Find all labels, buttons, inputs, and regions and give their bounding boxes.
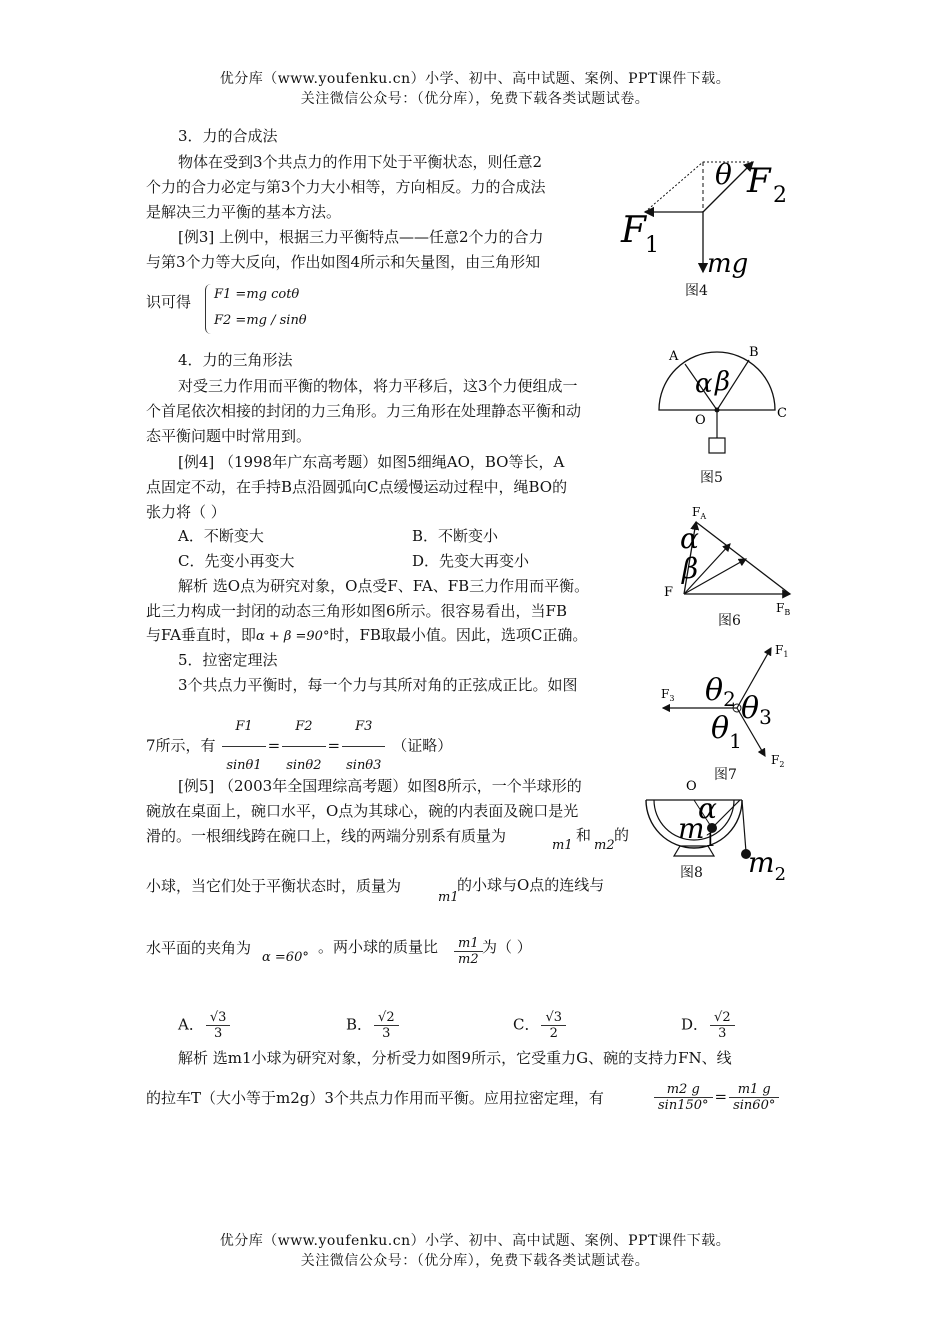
ratio-frac: $\frac{m1}{m2}$ [454,936,483,967]
figure-4-caption: 图4 [685,283,708,299]
example-5-line-5c: 为（ ） [482,938,532,956]
ex5-option-d: D． $\frac{√2}{3}$ [681,1010,737,1041]
lami-frac-1: $\frac{F1}{\sin\theta 1}$ [222,708,265,785]
option-b: B．不断变小 [412,527,499,545]
analysis-4-line-1: 解析 选O点为研究对象，O点受F、FA、FB三力作用而平衡。 [178,577,590,595]
theta3-label: $\theta_3$ [741,691,772,729]
label-o: O [686,779,697,794]
equation-1: F1 =mg cotθ [214,287,300,302]
option-c: C．先变小再变大 [178,552,295,570]
lami-frac-3: $\frac{F3}{\sin\theta 3}$ [342,708,385,785]
dashed-diagonal [645,162,703,212]
example-5-line-2: 碗放在桌面上，碗口水平，O点为其球心，碗的内表面及碗口是光 [146,802,579,820]
option-d: D．先变大再变小 [412,552,530,570]
de-text: 的 [614,826,630,844]
lami-application: $\frac{m2 g}{\sin 150^\circ}$ = $\frac{m1 g}{\sin 60^\circ}$ [652,1082,781,1113]
f-label: F [664,585,674,600]
f1-label: F [621,210,646,251]
lami-app-frac-1: $\frac{m2 g}{\sin 150^\circ}$ [654,1082,713,1113]
lami-app-frac-2: $\frac{m1 g}{\sin 60^\circ}$ [729,1082,779,1113]
example-5-line-5b: 。两小球的质量比 [318,938,439,956]
theta-label: θ [715,158,732,191]
f1-sub: 1 [645,233,659,258]
example-5-line-1: [例5] （2003年全国理综高考题）如图8所示，一个半球形的 [178,777,582,795]
footer-line-1: 优分库（www.youfenku.cn）小学、初中、高中试题、案例、PPT课件下载。 [219,1233,731,1249]
s4-para-line-2: 个首尾依次相接的封闭的力三角形。力三角形在处理静态平衡和动 [146,402,582,420]
s3-para-line-2: 个力的合力必定与第3个力大小相等，方向相反。力的合成法 [146,178,546,196]
footer-line-2: 关注微信公众号：（优分库），免费下载各类试题试卷。 [300,1253,650,1269]
example-5-line-4a: 小球，当它们处于平衡状态时，质量为 [146,877,402,895]
analysis-5-line-2: 的拉车T（大小等于m2g）3个共点力作用而平衡。应用拉密定理，有 [146,1089,604,1107]
point-o [715,408,720,413]
fa-label: $F_A$ [692,505,707,521]
f3-label: $F_3$ [661,687,675,703]
figure-5 [655,340,795,465]
analysis-4-line-2: 此三力构成一封闭的动态三角形如图6所示。很容易看出，当FB [146,602,567,620]
section-3-title: 3．力的合成法 [178,127,278,145]
ex5-option-a-frac: $\frac{√3}{3}$ [206,1010,231,1041]
label-b: B [749,345,759,360]
f2-label: F [747,161,771,201]
example-3-line-1: [例3] 上例中，根据三力平衡特点——任意2个力的合力 [178,228,544,246]
s5-para-line-1: 3个共点力平衡时，每一个力与其所对角的正弦成正比。如图 [178,676,578,694]
s4-para-line-3: 态平衡问题中时常用到。 [146,427,312,445]
thread-hanging [742,800,746,852]
figure-6-caption: 图6 [718,613,741,629]
example-5-line-3: 滑的。一根细线跨在碗口上，线的两端分别系有质量为 [146,827,507,845]
example-3-line-3: 识可得 [146,293,192,311]
alpha-label: α [698,792,717,825]
analysis-5-line-1: 解析 选m1小球为研究对象，分析受力如图9所示，它受重力G、碗的支持力FN、线 [178,1049,732,1067]
closing-side [696,522,790,594]
section-5-title: 5．拉密定理法 [178,651,278,669]
example-5-line-4b: 的小球与O点的连线与 [457,876,605,894]
s3-para-line-3: 是解决三力平衡的基本方法。 [146,203,342,221]
lami-frac-2: $\frac{F2}{\sin\theta 2}$ [282,708,325,785]
figure-7-caption: 图7 [714,767,737,783]
ex5-option-d-frac: $\frac{√2}{3}$ [710,1010,735,1041]
s3-para-line-1: 物体在受到3个共点力的作用下处于平衡状态，则任意2 [178,153,543,171]
ex5-option-b-frac: $\frac{√2}{3}$ [374,1010,399,1041]
beta-label: β [715,367,731,397]
m2-label: $m_2$ [748,846,787,885]
section-4-title: 4．力的三角形法 [178,351,293,369]
alpha-60-eq: α =60° [262,950,309,965]
m1-label: $m_1$ [678,812,717,851]
label-o: O [695,413,706,428]
example-4-line-1: [例4] （1998年广东高考题）如图5细绳AO，BO等长，A [178,453,565,471]
f1-label: $F_1$ [775,643,789,659]
f2-sub: 2 [773,183,787,208]
m1-symbol: m1 [552,838,573,853]
header-line-2: 关注微信公众号：（优分库），免费下载各类试题试卷。 [300,91,650,107]
alpha-label: α [695,369,713,399]
weight-block [709,438,725,453]
ex5-option-c: C． $\frac{√3}{2}$ [513,1010,568,1041]
analysis-4-line-3: 与FA垂直时，即α + β =90°时，FB取最小值。因此，选项C正确。 [146,626,588,644]
option-a: A．不断变大 [178,527,264,545]
theta2-label: $\theta_2$ [705,673,736,711]
m2-symbol: m2 [594,838,615,853]
label-a: A [669,349,679,364]
mg-label: mg [707,249,749,279]
ex5-option-c-frac: $\frac{√3}{2}$ [541,1010,566,1041]
fb-label: $F_B$ [776,601,791,617]
example-4-line-2: 点固定不动，在手持B点沿圆弧向C点缓慢运动过程中，绳BO的 [146,478,568,496]
beta-label: β [682,552,699,585]
figure-8-caption: 图8 [680,865,703,881]
figure-5-caption: 图5 [700,470,723,486]
header-line-1: 优分库（www.youfenku.cn）小学、初中、高中试题、案例、PPT课件下载。 [219,71,731,87]
figure-4 [615,150,805,300]
theta1-label: $\theta_1$ [711,711,742,753]
angle-sum-eq: α + β =90° [255,629,330,644]
mass-ratio-frac [452,936,485,967]
example-4-line-3: 张力将（ ） [146,503,226,521]
s4-para-line-1: 对受三力作用而平衡的物体，将力平移后，这3个力便组成一 [178,377,578,395]
m1-symbol-2: m1 [438,890,459,905]
figure-7 [655,640,795,770]
example-3-line-2: 与第3个力等大反向，作出如图4所示和矢量图，由三角形知 [146,253,541,271]
label-c: C [777,406,787,421]
lami-formula-line: 7所示，有 $\frac{F1}{\sin\theta 1}$ = $\frac{F2}{\sin\theta 2}$ = $\frac{F3}{\sin\theta 3}$ （证略） [146,708,452,785]
example-5-line-5: 水平面的夹角为 [146,939,252,957]
figure-6 [660,502,800,617]
and-text: 和 [576,826,592,844]
ex5-option-a: A． $\frac{√3}{3}$ [178,1010,232,1041]
alpha-label: α [680,522,699,555]
f2-label: $F_2$ [771,753,785,769]
figure-8 [640,770,800,890]
equation-2: F2 =mg / sinθ [214,313,307,328]
ex5-option-b: B． $\frac{√2}{3}$ [346,1010,401,1041]
